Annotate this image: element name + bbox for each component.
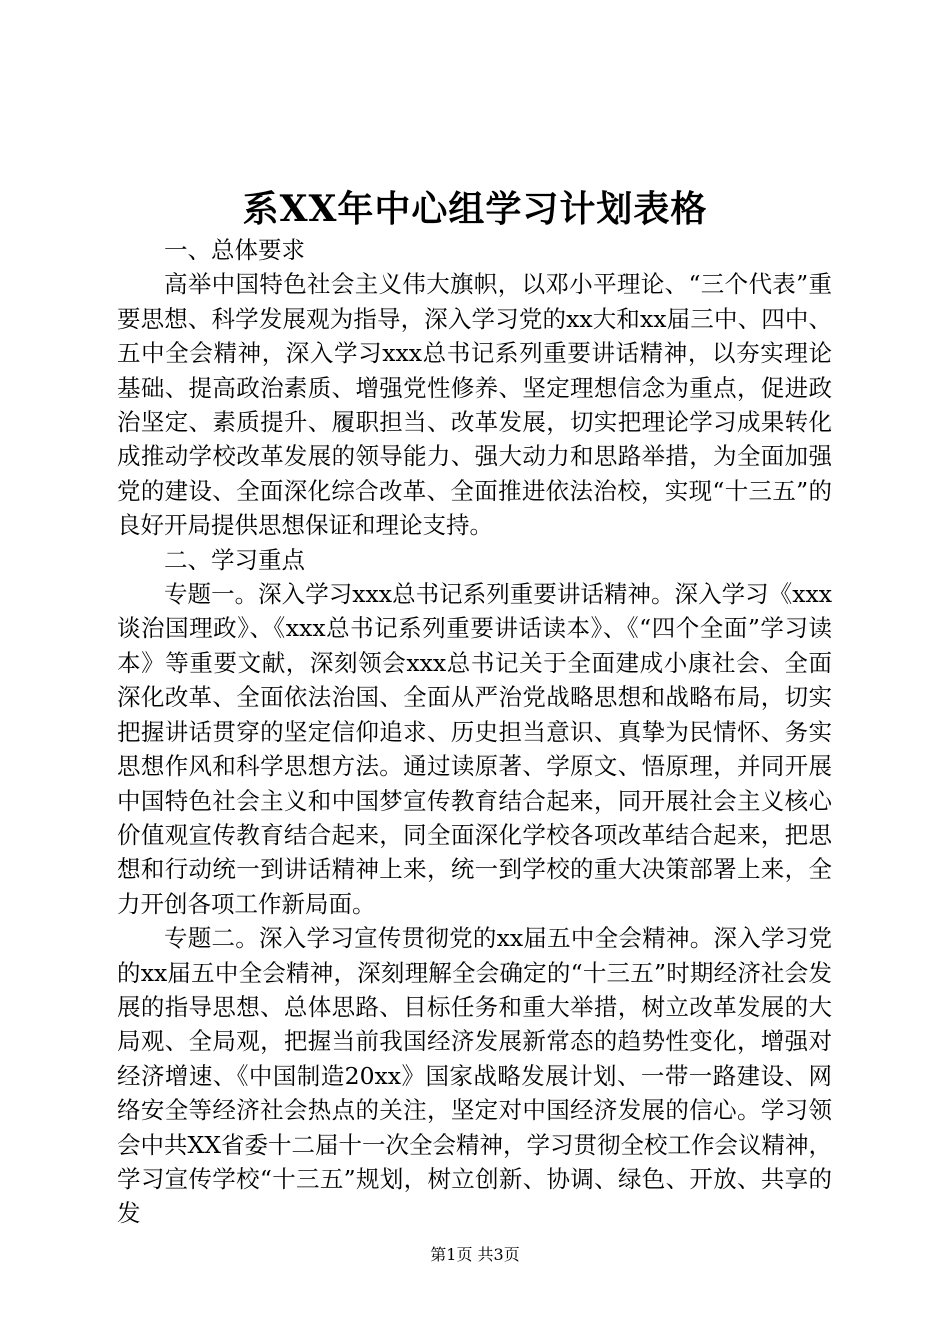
page-number-footer: 第1页 共3页 xyxy=(430,1245,520,1264)
paragraph-general-requirements: 高举中国特色社会主义伟大旗帜，以邓小平理论、“三个代表”重要思想、科学发展观为指导，深入学习党的xx大和xx届三中、四中、五中全会精神，深入学习xxx总书记系列重要讲话精神，以夯实理论基础、提高政治素质、增强党性修养、坚定理想信念为重点，促进政治坚定、素质提升、履职担当、改革发展，切实把理论学习成果转化成推动学校改革发展的领导能力、强大动力和思路举措，为全面加强党的建设、全面深化综合改革、全面推进依法治校，实现“十三五”的良好开局提供思想保证和理论支持。 xyxy=(117,270,832,540)
paragraph-topic-two: 专题二。深入学习宣传贯彻党的xx届五中全会精神。深入学习党的xx届五中全会精神，深刻理解全会确定的“十三五”时期经济社会发展的指导思想、总体思路、目标任务和重大举措，树立改革发展的大局观、全局观，把握当前我国经济发展新常态的趋势性变化，增强对经济增速、《中国制造20xx》国家战略发展计划、一带一路建设、网络安全等经济社会热点的关注，坚定对中国经济发展的信心。学习领会中共XX省委十二届十一次全会精神，学习贯彻全校工作会议精神，学习宣传学校“十三五”规划，树立创新、协调、绿色、开放、共享的发 xyxy=(117,924,832,1228)
paragraph-topic-one: 专题一。深入学习xxx总书记系列重要讲话精神。深入学习《xxx谈治国理政》、《xxx总书记系列重要讲话读本》、《“四个全面”学习读本》等重要文献，深刻领会xxx总书记关于全面建成小康社会、全面深化改革、全面依法治国、全面从严治党战略思想和战略布局，切实把握讲话贯穿的坚定信仰追求、历史担当意识、真挚为民情怀、务实思想作风和科学思想方法。通过读原著、学原文、悟原理，并同开展中国特色社会主义和中国梦宣传教育结合起来，同开展社会主义核心价值观宣传教育结合起来，同全面深化学校各项改革结合起来，把思想和行动统一到讲话精神上来，统一到学校的重大决策部署上来，全力开创各项工作新局面。 xyxy=(117,580,832,918)
document-body xyxy=(117,233,832,1231)
document-title: 系XX年中心组学习计划表格 xyxy=(242,188,708,230)
section-heading-general-requirements: 一、总体要求 xyxy=(164,236,305,264)
section-heading-study-focus: 二、学习重点 xyxy=(164,545,305,574)
